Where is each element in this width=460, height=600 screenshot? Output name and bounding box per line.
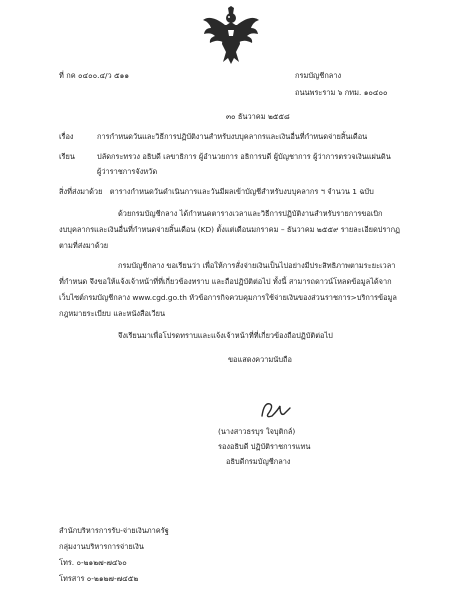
paragraph-3: จึงเรียนมาเพื่อโปรดทราบและแจ้งเจ้าหน้าที่ที่เกี่ยวข้องถือปฏิบัติต่อไป	[118, 331, 333, 340]
paragraph-2-line-4: กฎหมายระเบียบ และหนังสือเวียน	[59, 309, 165, 318]
paragraph-1-line-3: ตามที่ส่งมาด้วย	[59, 241, 109, 250]
enclosure-line	[59, 188, 374, 197]
subject-line	[59, 133, 367, 142]
footer-phone: โทร. ๐-๒๑๒๗-๗๔๖๐	[59, 558, 127, 567]
footer-fax: โทรสาร ๐-๒๑๒๗-๗๔๕๒	[59, 574, 139, 583]
organization-name: กรมบัญชีกลาง	[295, 71, 342, 80]
signatory-position-2: อธิบดีกรมบัญชีกลาง	[226, 457, 291, 466]
subject-text: การกำหนดวันและวิธีการปฏิบัติงานสำหรับงบบุคลากรและเงินอื่นที่กำหนดจ่ายสิ้นเดือน	[97, 132, 368, 141]
signatory-position-1: รองอธิบดี ปฏิบัติราชการแทน	[218, 442, 311, 451]
paragraph-2-line-3: เว็บไซต์กรมบัญชีกลาง www.cgd.go.th หัวข้อการกิจควบคุมการใช้จ่ายเงินของส่วนราชการ>บริการข้อมูล	[59, 293, 397, 302]
paragraph-1-line-2: งบบุคลากรและเงินอื่นที่กำหนดจ่ายสิ้นเดือน (KD) ตั้งแต่เดือนมกราคม – ธันวาคม ๒๕๕๙ รายละเอียดปรากฏ	[59, 225, 401, 234]
recipient-label: เรียน	[59, 152, 75, 161]
organization-address: ถนนพระราม ๖ กทม. ๑๐๔๐๐	[295, 88, 388, 97]
recipient-text-2: ผู้ว่าราชการจังหวัด	[97, 167, 158, 176]
enclosure-text: ตารางกำหนดวันดำเนินการและวันมีผลเข้าบัญชีสำหรับงบบุคลากร ฯ จำนวน 1 ฉบับ	[109, 187, 374, 196]
subject-label: เรื่อง	[59, 132, 74, 141]
footer-group: กลุ่มงานบริหารการจ่ายเงิน	[59, 542, 144, 551]
signatory-name: (นางสาวธรบุร ใจบุติกล์)	[218, 427, 296, 436]
document-number: ที่ กค ๐๔๐๐.๔/ว ๕๑๑	[59, 71, 130, 80]
garuda-emblem-icon	[201, 6, 261, 64]
paragraph-2-line-1: กรมบัญชีกลาง ขอเรียนว่า เพื่อให้การสั่งจ่ายเงินเป็นไปอย่างมีประสิทธิภาพตามระยะเวลา	[118, 261, 396, 270]
recipient-text-1: ปลัดกระทรวง อธิบดี เลขาธิการ ผู้อำนวยการ อธิการบดี ผู้บัญชาการ ผู้ว่าการตรวจเงินแผ่นดิน	[97, 152, 391, 161]
footer-office: สำนักบริหารการรับ-จ่ายเงินภาครัฐ	[59, 526, 169, 535]
enclosure-label: สิ่งที่ส่งมาด้วย	[59, 187, 103, 196]
closing-phrase: ขอแสดงความนับถือ	[228, 355, 292, 364]
paragraph-2-line-2: ที่กำหนด จึงขอให้แจ้งเจ้าหน้าที่ที่เกี่ยวข้องทราบ และถือปฏิบัติต่อไป ทั้งนี้ สามารถดาวน์โหลดข้อมูลได้จาก	[59, 277, 392, 286]
document-date: ๓๐ ธันวาคม ๒๕๕๘	[226, 112, 290, 121]
recipient-line	[59, 153, 391, 162]
paragraph-1-line-1: ด้วยกรมบัญชีกลาง ได้กำหนดตารางเวลาและวิธีการปฏิบัติงานสำหรับรายการขอเบิก	[118, 209, 383, 218]
signature-mark	[258, 398, 292, 422]
